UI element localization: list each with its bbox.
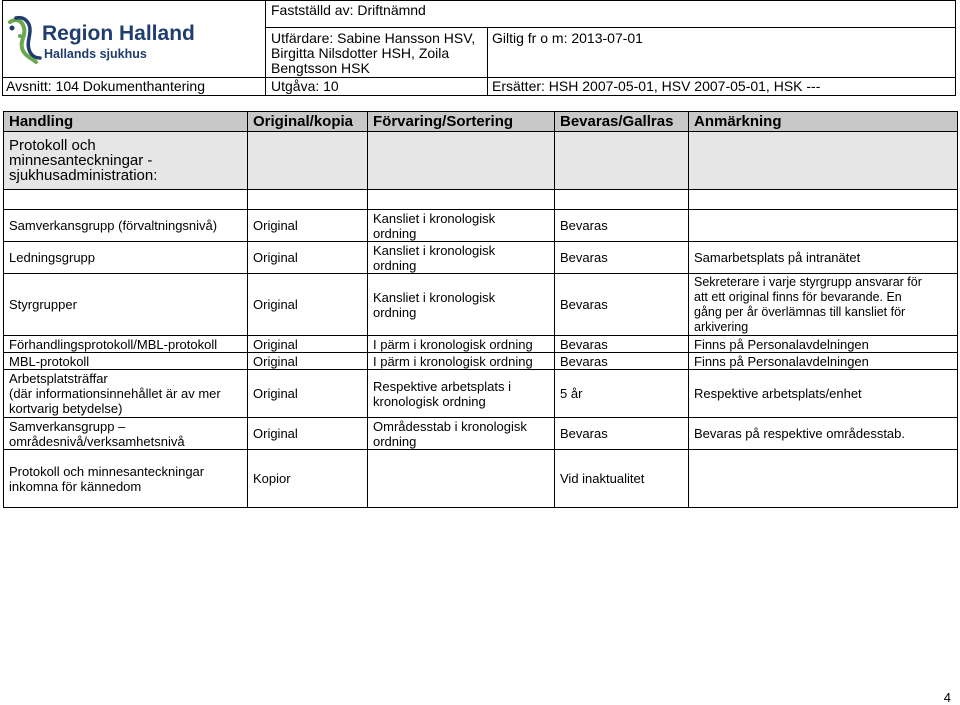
utfardare-line-1: Utfärdare: Sabine Hansson HSV, — [271, 30, 476, 46]
column-header-anmarkning: Anmärkning — [689, 112, 958, 132]
table-row: Samverkansgrupp (förvaltningsnivå) Original Kansliet i kronologisk ordning Bevaras — [4, 210, 958, 242]
table-row: Styrgrupper Original Kansliet i kronologisk ordning Bevaras Sekreterare i varje styrgrupp ansvarar för att ett original finns för bevarande. En gång per år överlämnas till kansliet för arkivering — [4, 274, 958, 336]
utgava-text: Utgåva: 10 — [271, 78, 339, 94]
table-row: Samverkansgrupp – områdesnivå/verksamhetsnivå Original Områdesstab i kronologisk ordning Bevaras Bevaras på respektive områdesstab. — [4, 418, 958, 450]
table-row: MBL-protokoll Original I pärm i kronologisk ordning Bevaras Finns på Personalavdelningen — [4, 353, 958, 370]
table-row: Protokoll och minnesanteckningar inkomna för kännedom Kopior Vid inaktualitet — [4, 450, 958, 508]
document-table — [3, 111, 958, 508]
logo-title: Region Halland — [42, 22, 195, 45]
table-row: Förhandlingsprotokoll/MBL-protokoll Original I pärm i kronologisk ordning Bevaras Finns på Personalavdelningen — [4, 336, 958, 353]
faststalld-text: Fastställd av: Driftnämnd — [271, 2, 426, 18]
column-header-original: Original/kopia — [248, 112, 368, 132]
section-row — [4, 132, 958, 190]
column-header-forvaring: Förvaring/Sortering — [368, 112, 555, 132]
column-header-handling: Handling — [4, 112, 248, 132]
section-title: Protokoll och minnesanteckningar - sjukhusadministration: — [4, 132, 248, 190]
region-halland-logo — [6, 12, 256, 68]
column-header-bevaras: Bevaras/Gallras — [555, 112, 689, 132]
table-row: Arbetsplatsträffar (där informationsinnehållet är av mer kortvarig betydelse) Original Respektive arbetsplats i kronologisk ordning 5 år Respektive arbetsplats/enhet — [4, 370, 958, 418]
table-header-row — [4, 112, 958, 132]
avsnitt-text: Avsnitt: 104 Dokumenthantering — [6, 78, 205, 94]
logo-subtitle: Hallands sjukhus — [44, 47, 147, 61]
page-number: 4 — [943, 690, 951, 705]
utfardare-line-3: Bengtsson HSK — [271, 60, 370, 76]
utfardare-line-2: Birgitta Nilsdotter HSH, Zoila — [271, 45, 450, 61]
giltig-text: Giltig fr o m: 2013-07-01 — [492, 30, 643, 46]
table-row: Ledningsgrupp Original Kansliet i kronologisk ordning Bevaras Samarbetsplats på intranätet — [4, 242, 958, 274]
logo-mark-icon — [6, 14, 46, 66]
ersatter-text: Ersätter: HSH 2007-05-01, HSV 2007-05-01, HSK --- — [492, 78, 821, 94]
